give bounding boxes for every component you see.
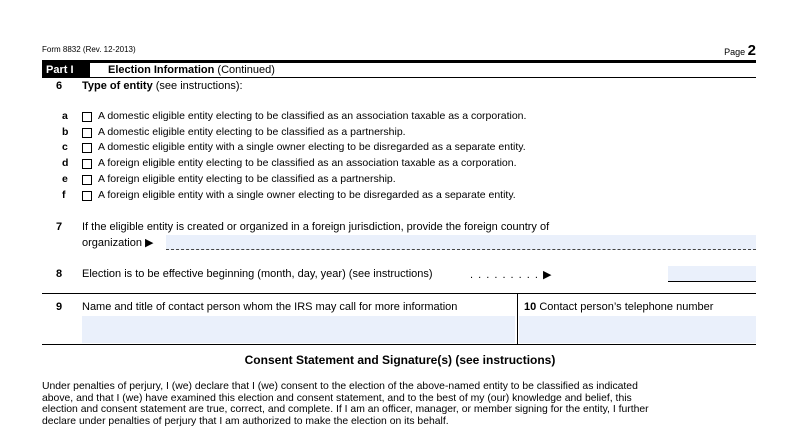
- option-letter: c: [62, 141, 68, 153]
- q9-top-rule: [42, 293, 756, 294]
- option-letter: b: [62, 126, 69, 138]
- q6-option-c: [62, 141, 526, 154]
- foreign-country-field[interactable]: [166, 235, 756, 250]
- option-text: A foreign eligible entity electing to be classified as an association taxable as a corporation.: [98, 157, 517, 169]
- option-letter: f: [62, 189, 66, 201]
- q8-number: 8: [56, 268, 63, 280]
- q9-number: 9: [56, 301, 63, 313]
- q6-number: 6: [56, 80, 63, 92]
- form-id: Form 8832 (Rev. 12-2013): [42, 45, 136, 54]
- q6-note: (see instructions):: [155, 80, 243, 92]
- option-letter: a: [62, 110, 68, 122]
- part-rule: [42, 77, 756, 78]
- contact-name-field[interactable]: [82, 316, 515, 343]
- option-text: A foreign eligible entity with a single owner electing to be disregarded as a separate entity.: [98, 189, 516, 201]
- option-letter: e: [62, 173, 68, 185]
- effective-date-field[interactable]: [668, 266, 756, 282]
- option-text: A domestic eligible entity with a single owner electing to be disregarded as a separate entity.: [98, 141, 526, 153]
- page-indicator: [724, 42, 756, 59]
- top-rule: [42, 60, 756, 63]
- q9-q10-divider: [517, 293, 518, 344]
- q8-leader: . . . . . . . . . ▶: [470, 269, 553, 281]
- q6-heading: [82, 80, 243, 92]
- part-title-suffix: (Continued): [217, 64, 275, 76]
- consent-title: Consent Statement and Signature(s) (see instructions): [244, 353, 556, 367]
- q10-number: 10: [524, 301, 537, 313]
- option-letter: d: [62, 157, 69, 169]
- option-e-checkbox[interactable]: [82, 175, 92, 185]
- q7-line1: If the eligible entity is created or organized in a foreign jurisdiction, provide the foreign country of: [82, 221, 550, 233]
- contact-phone-field[interactable]: [519, 316, 756, 343]
- part-label: Part I: [42, 63, 90, 77]
- option-text: A domestic eligible entity electing to be classified as an association taxable as a corporation.: [98, 110, 527, 122]
- q10-text: Contact person’s telephone number: [539, 301, 714, 313]
- page-number: 2: [747, 42, 756, 59]
- option-a-checkbox[interactable]: [82, 112, 92, 122]
- part-title: [108, 64, 275, 77]
- part-title-main: Election Information: [108, 64, 215, 76]
- q6-option-a: [62, 110, 526, 123]
- q6-option-f: [62, 189, 516, 202]
- q7-number: 7: [56, 221, 63, 233]
- page-label: Page: [724, 47, 746, 57]
- q8-text: Election is to be effective beginning (month, day, year) (see instructions): [82, 268, 433, 280]
- option-f-checkbox[interactable]: [82, 191, 92, 201]
- q6-option-d: [62, 157, 517, 170]
- consent-line: Under penalties of perjury, I (we) declare that I (we) consent to the election of the above-named entity to be classified as indicated: [42, 381, 638, 392]
- consent-line: declare under penalties of perjury that I am authorized to make the election on its behalf.: [42, 415, 449, 427]
- q6-option-e: [62, 173, 396, 186]
- option-text: A foreign eligible entity electing to be classified as a partnership.: [98, 173, 396, 185]
- q7-line2: organization ▶: [82, 237, 154, 249]
- q9-bottom-rule: [42, 344, 756, 345]
- q6-label: Type of entity: [82, 80, 153, 92]
- option-d-checkbox[interactable]: [82, 159, 92, 169]
- option-b-checkbox[interactable]: [82, 128, 92, 138]
- consent-paragraph: [42, 381, 756, 427]
- option-text: A domestic eligible entity electing to be classified as a partnership.: [98, 126, 406, 138]
- option-c-checkbox[interactable]: [82, 143, 92, 153]
- q10-label: [524, 301, 713, 313]
- q9-text: Name and title of contact person whom the IRS may call for more information: [82, 301, 458, 313]
- consent-line: election and consent statement are true, correct, and complete. If I am an officer, manager, or member signing for the entity, I further: [42, 404, 649, 415]
- consent-line: above, and that I (we) have examined this election and consent statement, and to the best of my (our) knowledge and belief, this: [42, 392, 632, 404]
- q6-option-b: [62, 126, 406, 139]
